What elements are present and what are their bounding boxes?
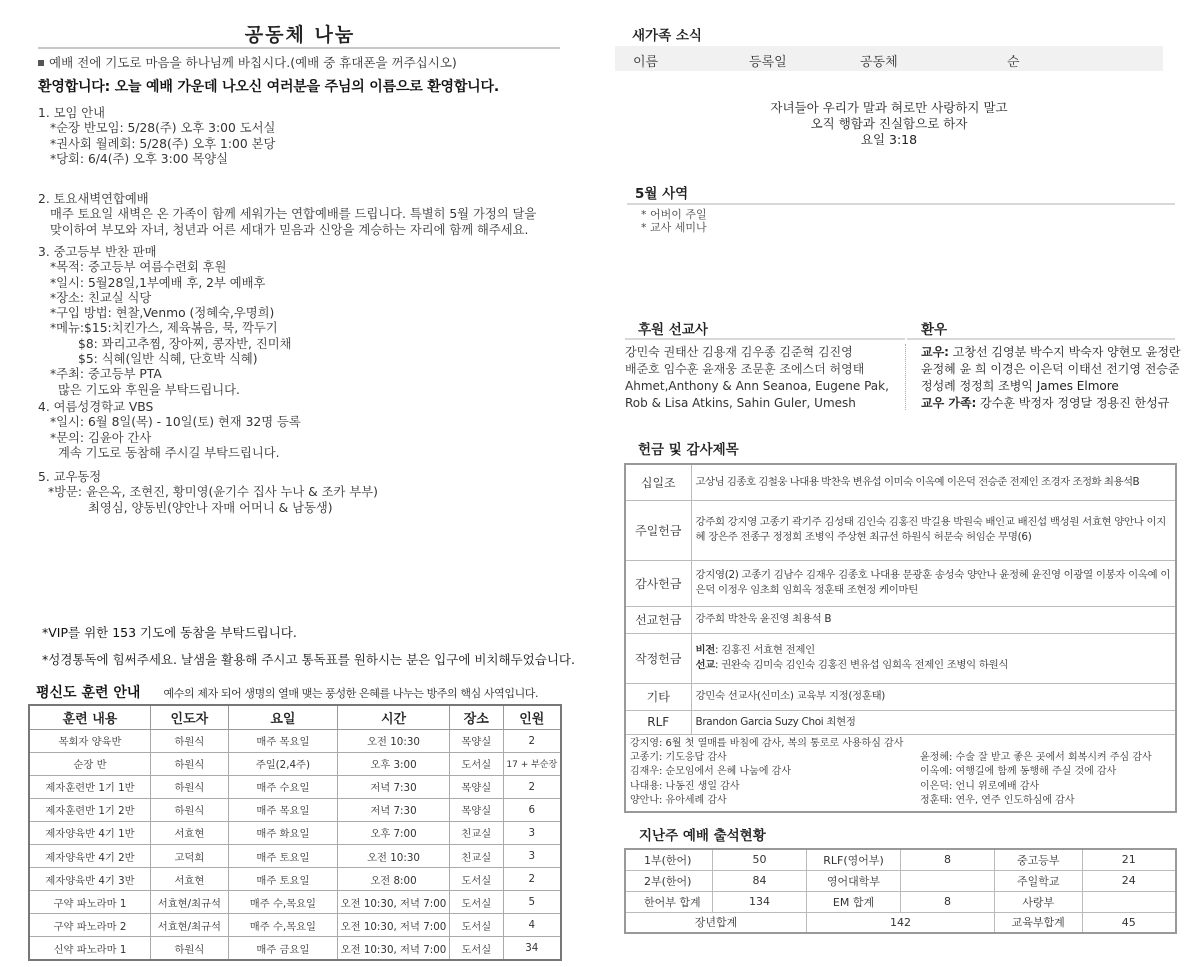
- table-cell: 하원식: [150, 752, 228, 775]
- sick-line: 정성례 정정희 조병익 James Elmore: [921, 379, 1119, 393]
- offering-names: 강지영(2) 고종기 김남수 김재우 김종호 나대용 문광훈 송성숙 양안나 윤정혜 윤진영 이광열 이봉자 이옥예 이은덕 이정우 임초희 임희옥 정훈태 조현정 케이마틴: [691, 560, 1176, 606]
- section-line: *구입 방법: 현찰,Venmo (정혜숙,우명희): [50, 306, 275, 321]
- table-cell: 제자양육반 4기 1반: [29, 821, 150, 844]
- table-cell: 오후 7:00: [338, 821, 450, 844]
- thanks-line: 고종기: 기도응답 감사: [630, 751, 727, 763]
- table-cell: 매주 수,목요일: [228, 891, 337, 914]
- missionary-line: 배준호 임수훈 윤재웅 조문훈 조에스더 허영태: [625, 362, 865, 376]
- table-row: [625, 500, 1176, 560]
- attendance-label: 장년합계: [625, 912, 807, 933]
- offering-label: 감사헌금: [625, 560, 691, 606]
- table-cell: 구약 파노라마 1: [29, 891, 150, 914]
- section-heading: 3. 중고등부 반찬 판매: [38, 245, 157, 259]
- table-cell: 34: [503, 937, 561, 960]
- attendance-value: 84: [713, 870, 807, 891]
- table-cell: 제자양육반 4기 3반: [29, 868, 150, 891]
- table-cell: 목양실: [449, 729, 503, 752]
- table-cell: 제자훈련반 1기 1반: [29, 775, 150, 798]
- table-cell: 매주 화요일: [228, 821, 337, 844]
- offering-names: 고상님 김종호 김철웅 나대용 박찬욱 변유섭 이미숙 이옥예 이은덕 전승준 전제인 조경자 조정화 최용석B: [691, 464, 1176, 500]
- table-cell: 오전 10:30, 저녁 7:00: [338, 937, 450, 960]
- table-cell: 3: [503, 844, 561, 867]
- section-line: *문의: 김윤아 간사: [50, 430, 152, 445]
- table-cell: 매주 수요일: [228, 775, 337, 798]
- attendance-value: [900, 870, 994, 891]
- table-cell: 서효현: [150, 868, 228, 891]
- section-line: *일시: 5월28일,1부예배 후, 2부 예배후: [50, 275, 266, 290]
- table-row: [625, 606, 1176, 633]
- table-row: [625, 870, 1176, 891]
- table-cell: 매주 토요일: [228, 868, 337, 891]
- table-cell: 하원식: [150, 775, 228, 798]
- bible-verse: [615, 100, 1163, 148]
- table-row: [625, 464, 1176, 500]
- table-cell: 순장 반: [29, 752, 150, 775]
- section-line: *당회: 6/4(주) 오후 3:00 목양실: [50, 151, 228, 166]
- column-header: 순: [1007, 55, 1020, 70]
- section-heading: 4. 여름성경학교 VBS: [38, 400, 154, 414]
- table-cell: 매주 수,목요일: [228, 914, 337, 937]
- attendance-label: 2부(한어): [625, 870, 713, 891]
- offering-label: 십일조: [625, 464, 691, 500]
- table-row: [625, 849, 1176, 870]
- section-heading: 1. 모임 안내: [38, 106, 106, 120]
- total-row: [625, 912, 1176, 933]
- table-cell: 매주 목요일: [228, 798, 337, 821]
- attendance-table: [624, 848, 1177, 934]
- section-line: *권사회 월례회: 5/28(주) 오후 1:00 본당: [50, 136, 276, 151]
- column-header: 인원: [503, 705, 561, 729]
- verse-line: 오직 행함과 진실함으로 하자: [810, 116, 968, 131]
- table-row: [29, 775, 561, 798]
- section-meetings: [38, 106, 275, 167]
- table-cell: 5: [503, 891, 561, 914]
- attendance-label: 1부(한어): [625, 849, 713, 870]
- thanks-notes: [625, 734, 1176, 812]
- section-line: *순장 반모임: 5/28(주) 오후 3:00 도서실: [50, 121, 276, 136]
- list-item: * 어버이 주일: [641, 208, 707, 221]
- section-line: *방문: 윤은옥, 조현진, 황미영(윤기수 집사 누나 & 조카 부부): [48, 485, 378, 500]
- page-title: 공동체 나눔: [244, 24, 356, 46]
- attendance-table-body: [625, 849, 1176, 912]
- table-row: [29, 798, 561, 821]
- table-row: [625, 891, 1176, 912]
- section-line: *주최: 중고등부 PTA: [50, 367, 162, 382]
- table-cell: 오전 10:30, 저녁 7:00: [338, 891, 450, 914]
- table-cell: 4: [503, 914, 561, 937]
- mission-label: 선교: [695, 659, 715, 671]
- table-cell: 매주 토요일: [228, 844, 337, 867]
- divider: [907, 338, 1175, 340]
- attendance-label: 중고등부: [994, 849, 1082, 870]
- pledge-offering-names: [691, 633, 1176, 683]
- table-row: [625, 560, 1176, 606]
- attendance-value: 45: [1082, 912, 1176, 933]
- may-ministry-title: 5월 사역: [635, 186, 689, 202]
- thanks-grid: [630, 751, 1171, 809]
- divider: [627, 203, 1175, 205]
- notice-text: 예배 전에 기도로 마음을 하나님께 바칩시다.(예배 중 휴대폰을 꺼주십시오): [49, 55, 457, 70]
- table-cell: 하원식: [150, 798, 228, 821]
- offering-label: RLF: [625, 710, 691, 734]
- section-side-dish-sale: [38, 245, 291, 398]
- table-cell: 제자양육반 4기 2반: [29, 844, 150, 867]
- thanks-line: 강지영: 6월 첫 열매를 바침에 감사, 복의 통로로 사용하심 감사: [630, 737, 904, 749]
- missionary-line: Ahmet,Anthony & Ann Seanoa, Eugene Pak,: [625, 379, 889, 393]
- column-header: 요일: [228, 705, 337, 729]
- attendance-value: 8: [900, 849, 994, 870]
- table-row: [625, 683, 1176, 710]
- section-line: *일시: 6월 8일(목) - 10일(토) 현재 32명 등록: [50, 415, 301, 430]
- new-family-title: 새가족 소식: [632, 28, 702, 44]
- table-cell: 하원식: [150, 729, 228, 752]
- table-cell: 서효현/최규석: [150, 891, 228, 914]
- sick-members-title: 환우: [921, 322, 948, 338]
- table-cell: 3: [503, 821, 561, 844]
- table-cell: 매주 금요일: [228, 937, 337, 960]
- section-line: 많은 기도와 후원을 부탁드립니다.: [58, 382, 240, 397]
- section-line: 매주 토요일 새벽은 온 가족이 함께 세워가는 연합예배를 드립니다. 특별히 5월 가정의 달을: [50, 207, 537, 222]
- table-row: [625, 710, 1176, 734]
- attendance-label: RLF(영어부): [807, 849, 901, 870]
- offering-names: 강주희 강지영 고종기 곽기주 김성태 김인숙 김홍진 박길용 박원숙 배인교 배진섭 백성원 서효현 양안나 이지혜 장은주 전종구 정정희 조병익 주상현 최규선 하원식 허문숙 허임순 무명(6): [691, 500, 1176, 560]
- table-cell: 목회자 양육반: [29, 729, 150, 752]
- table-cell: 고덕희: [150, 844, 228, 867]
- attendance-label: 영어대학부: [807, 870, 901, 891]
- column-header: 이름: [633, 55, 659, 70]
- attendance-value: 24: [1082, 870, 1176, 891]
- sick-line: 고창선 김영분 박수지 박숙자 양현모 윤정란: [948, 345, 1181, 359]
- table-row: [29, 729, 561, 752]
- verse-reference: 요일 3:18: [860, 132, 918, 147]
- offerings-title: 헌금 및 감사제목: [638, 442, 739, 458]
- table-cell: 6: [503, 798, 561, 821]
- training-table: [28, 704, 562, 961]
- table-cell: 제자훈련반 1기 2반: [29, 798, 150, 821]
- offerings-table: [624, 463, 1177, 813]
- table-cell: 도서실: [449, 914, 503, 937]
- table-cell: 하원식: [150, 937, 228, 960]
- attendance-label: 주일학교: [994, 870, 1082, 891]
- training-header: [36, 682, 576, 702]
- attendance-value: [1082, 891, 1176, 912]
- table-cell: 구약 파노라마 2: [29, 914, 150, 937]
- thanks-line: 정훈태: 연우, 연주 인도하심에 감사: [920, 795, 1075, 807]
- vision-label: 비전: [695, 644, 715, 656]
- table-cell: 도서실: [449, 752, 503, 775]
- training-subtitle: 예수의 제자 되어 생명의 열매 맺는 풍성한 은혜를 나누는 방주의 핵심 사역입니다.: [163, 687, 539, 700]
- section-line: *메뉴:$15:치킨가스, 제육볶음, 묵, 깍두기: [50, 321, 278, 336]
- column-header: 공동체: [860, 55, 898, 70]
- table-cell: 저녁 7:30: [338, 775, 450, 798]
- offering-label: 기타: [625, 683, 691, 710]
- table-cell: 오전 10:30, 저녁 7:00: [338, 914, 450, 937]
- column-header: 훈련 내용: [29, 705, 150, 729]
- attendance-label: 한어부 합계: [625, 891, 713, 912]
- section-line: $8: 꽈리고추찜, 장아찌, 콩자반, 진미채: [78, 336, 292, 351]
- welcome-message: 환영합니다: 오늘 예배 가운데 나오신 여러분을 주님의 이름으로 환영합니다.: [38, 79, 499, 95]
- section-heading: 5. 교우동정: [38, 470, 102, 484]
- attendance-label: EM 합계: [807, 891, 901, 912]
- missionaries-title: 후원 선교사: [638, 322, 708, 338]
- table-cell: 2: [503, 775, 561, 798]
- table-row: [29, 868, 561, 891]
- verse-line: 자녀들아 우리가 말과 혀로만 사랑하지 말고: [770, 100, 1008, 115]
- offering-names: Brandon Garcia Suzy Choi 최현정: [691, 710, 1176, 734]
- thanks-line: 나대용: 나동진 생일 감사: [630, 780, 740, 792]
- vision-names: : 김홍진 서효현 전제인: [714, 644, 815, 656]
- offering-label: 주일헌금: [625, 500, 691, 560]
- table-cell: 2: [503, 729, 561, 752]
- table-row: [29, 891, 561, 914]
- table-row: [29, 752, 561, 775]
- may-ministry-list: [641, 208, 707, 234]
- table-cell: 서효현: [150, 821, 228, 844]
- section-member-news: [38, 470, 378, 516]
- training-table-body: [29, 729, 561, 960]
- table-cell: 오전 10:30: [338, 729, 450, 752]
- dotted-divider: [905, 344, 906, 410]
- table-cell: 목양실: [449, 775, 503, 798]
- sick-line: 강수훈 박정자 정영달 정용진 한성규: [976, 396, 1170, 410]
- table-cell: 2: [503, 868, 561, 891]
- offering-label: 작정헌금: [625, 633, 691, 683]
- sick-members-list: [921, 344, 1183, 412]
- attendance-value: 134: [713, 891, 807, 912]
- thanks-line: 김재우: 순모임에서 은혜 나눔에 감사: [630, 766, 791, 778]
- column-header: 장소: [449, 705, 503, 729]
- table-cell: 주일(2,4주): [228, 752, 337, 775]
- table-row: [29, 914, 561, 937]
- table-cell: 서효현/최규석: [150, 914, 228, 937]
- offering-names: 강민숙 선교사(신미소) 교육부 지정(정훈태): [691, 683, 1176, 710]
- table-cell: 저녁 7:30: [338, 798, 450, 821]
- table-header-row: [29, 705, 561, 729]
- column-header: 인도자: [150, 705, 228, 729]
- offering-names: 강주희 박찬욱 윤진영 최용석 B: [691, 606, 1176, 633]
- table-cell: 도서실: [449, 891, 503, 914]
- table-cell: 신약 파노라마 1: [29, 937, 150, 960]
- missionaries-list: [625, 344, 901, 412]
- section-line: 맞이하여 부모와 자녀, 청년과 어른 세대가 믿음과 신앙을 계승하는 자리에 함께 해주세요.: [50, 222, 529, 237]
- training-title: 평신도 훈련 안내: [36, 685, 141, 701]
- attendance-label: 교육부합계: [994, 912, 1082, 933]
- section-heading: 2. 토요새벽연합예배: [38, 192, 149, 206]
- table-cell: 목양실: [449, 798, 503, 821]
- attendance-label: 사랑부: [994, 891, 1082, 912]
- section-line: 최영심, 양동빈(양안나 자매 어머니 & 남동생): [88, 500, 333, 515]
- table-cell: 오전 10:30: [338, 844, 450, 867]
- table-cell: 오전 8:00: [338, 868, 450, 891]
- vip-prayer-note: *VIP를 위한 153 기도에 동참을 부탁드립니다.: [42, 625, 297, 640]
- list-item: * 교사 세미나: [641, 221, 707, 234]
- table-cell: 17 + 부순장: [503, 752, 561, 775]
- sick-line: 윤정혜 윤 희 이경은 이은덕 이태선 전기영 전승준: [921, 362, 1180, 376]
- missionary-line: 강민숙 권태산 김용재 김우종 김준혁 김진영: [625, 345, 853, 359]
- table-cell: 친교실: [449, 821, 503, 844]
- square-bullet-icon: [38, 60, 44, 66]
- section-line: 계속 기도로 동참해 주시길 부탁드립니다.: [58, 445, 280, 460]
- table-row: [29, 821, 561, 844]
- section-saturday-worship: [38, 192, 536, 238]
- column-header: 등록일: [749, 55, 787, 70]
- column-header: 시간: [338, 705, 450, 729]
- table-cell: 친교실: [449, 844, 503, 867]
- attendance-value: 8: [900, 891, 994, 912]
- table-row: [29, 844, 561, 867]
- title-divider: [38, 47, 560, 49]
- table-cell: 도서실: [449, 937, 503, 960]
- offering-label: 선교헌금: [625, 606, 691, 633]
- section-line: $5: 식혜(일반 식혜, 단호박 식혜): [78, 352, 258, 367]
- divider: [625, 338, 905, 340]
- section-vbs: [38, 400, 301, 461]
- table-row: [625, 633, 1176, 683]
- table-cell: 도서실: [449, 868, 503, 891]
- section-line: *장소: 친교실 식당: [50, 290, 152, 305]
- table-cell: 매주 목요일: [228, 729, 337, 752]
- thanks-line: 양안나: 유아세례 감사: [630, 795, 727, 807]
- worship-notice: [38, 53, 457, 71]
- thanks-line: 윤정혜: 수술 잘 받고 좋은 곳에서 회복시켜 주심 감사: [920, 751, 1152, 763]
- table-cell: 오후 3:00: [338, 752, 450, 775]
- attendance-title: 지난주 예배 출석현황: [639, 828, 766, 844]
- thanks-line: 이옥예: 여행길에 함께 동행해 주실 것에 감사: [920, 766, 1117, 778]
- attendance-value: 50: [713, 849, 807, 870]
- thanks-row: [625, 734, 1176, 812]
- mission-names: : 권완숙 김미숙 김인숙 김홍진 변유섭 임희옥 전제인 조병익 하원식: [714, 659, 1009, 671]
- thanks-line: 이은덕: 언니 위로예배 감사: [920, 780, 1040, 792]
- attendance-value: 142: [807, 912, 995, 933]
- section-line: *목적: 중고등부 여름수련회 후원: [50, 260, 227, 275]
- table-row: [29, 937, 561, 960]
- new-family-header-bar: [615, 46, 1163, 71]
- sick-label-family: 교우 가족:: [921, 396, 977, 410]
- attendance-value: 21: [1082, 849, 1176, 870]
- bible-reading-note: *성경통독에 힘써주세요. 날샘을 활용해 주시고 통독표를 원하시는 분은 입구에 비치해두었습니다.: [42, 652, 575, 667]
- missionary-line: Rob & Lisa Atkins, Sahin Guler, Umesh: [625, 396, 856, 410]
- sick-label-members: 교우:: [921, 345, 949, 359]
